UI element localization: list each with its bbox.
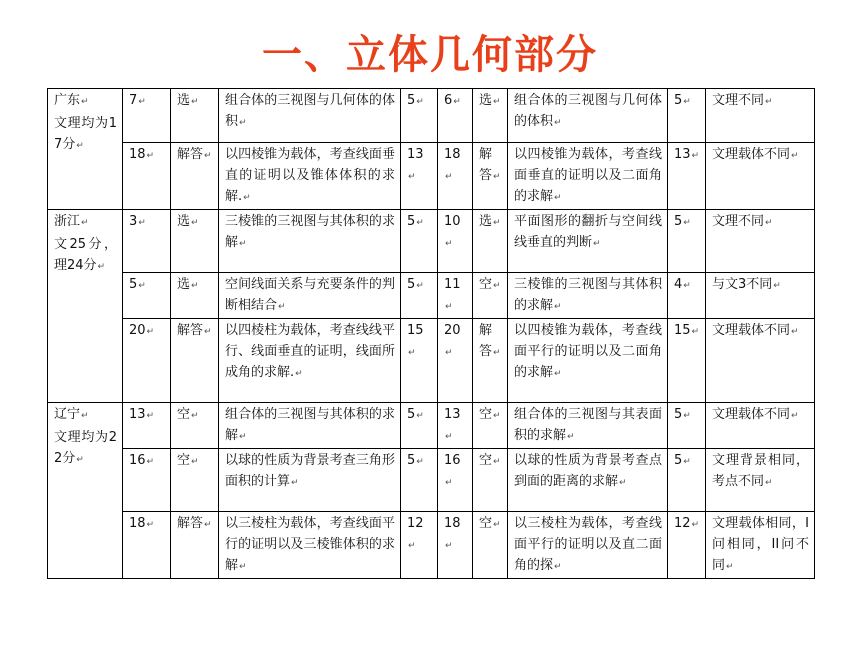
question-number-li [438, 512, 473, 579]
page-title: 一、立体几何部分 [262, 32, 598, 78]
question-type-wen [171, 449, 219, 512]
paragraph-mark-icon: ↵ [146, 411, 155, 421]
question-number-li [438, 319, 473, 403]
paragraph-mark-icon: ↵ [683, 411, 691, 421]
cell-text: 与文3不同 [712, 277, 773, 292]
paragraph-mark-icon: ↵ [76, 455, 84, 465]
question-type-li [473, 403, 508, 449]
cell-text: 13 [444, 407, 461, 422]
cell-text: 解答 [177, 147, 204, 162]
paragraph-mark-icon: ↵ [554, 369, 562, 379]
cell-text: 13 [407, 147, 424, 162]
question-number-wen [123, 403, 171, 449]
question-type-wen [171, 512, 219, 579]
question-content-li [508, 210, 668, 273]
paragraph-mark-icon: ↵ [726, 562, 734, 572]
cell-text: 5 [674, 93, 683, 108]
cell-text: 3 [129, 214, 138, 229]
paragraph-mark-icon: ↵ [416, 457, 424, 467]
paragraph-mark-icon: ↵ [81, 411, 89, 421]
question-type-wen [171, 319, 219, 403]
paragraph-mark-icon: ↵ [683, 97, 691, 107]
question-type-li [473, 89, 508, 143]
paragraph-mark-icon: ↵ [146, 520, 155, 530]
cell-text: 组合体的三视图与几何体的体积 [225, 93, 395, 129]
cell-text: 选 [479, 214, 493, 229]
question-number-wen [123, 210, 171, 273]
paragraph-mark-icon: ↵ [493, 457, 501, 467]
paragraph-mark-icon: ↵ [239, 562, 247, 572]
cell-text: 文理不同 [712, 214, 765, 229]
question-number-wen [123, 319, 171, 403]
paragraph-mark-icon: ↵ [683, 281, 691, 291]
score-li [668, 273, 706, 319]
paragraph-mark-icon: ↵ [243, 193, 251, 203]
paragraph-mark-icon: ↵ [146, 457, 155, 467]
question-content-wen [219, 89, 401, 143]
paragraph-mark-icon: ↵ [138, 97, 146, 107]
cell-text: 以四棱锥为载体，考查线面平行的证明以及二面角的求解 [514, 323, 662, 380]
paragraph-mark-icon: ↵ [408, 172, 416, 182]
cell-text: 解答 [177, 516, 204, 531]
paragraph-mark-icon: ↵ [291, 478, 299, 488]
paragraph-mark-icon: ↵ [493, 281, 501, 291]
cell-text: 选 [479, 93, 493, 108]
difference-note [706, 449, 815, 512]
cell-text: 空间线面关系与充要条件的判断相结合 [225, 277, 395, 313]
paragraph-mark-icon: ↵ [408, 348, 416, 358]
question-type-li [473, 319, 508, 403]
cell-text: 选 [177, 214, 191, 229]
cell-text: 三棱锥的三视图与其体积的求解 [514, 277, 662, 313]
cell-text: 20 [129, 323, 146, 338]
score-li [668, 403, 706, 449]
cell-text: 4 [674, 277, 683, 292]
cell-text: 文理不同 [712, 93, 765, 108]
paragraph-mark-icon: ↵ [683, 218, 691, 228]
paragraph-mark-icon: ↵ [554, 562, 562, 572]
paragraph-mark-icon: ↵ [773, 281, 781, 291]
cell-text: 文理背景相同，考点不同 [712, 453, 809, 489]
question-content-wen [219, 403, 401, 449]
cell-text: 空 [479, 453, 493, 468]
paragraph-mark-icon: ↵ [416, 281, 424, 291]
cell-text: 5 [407, 407, 416, 422]
cell-text: 以四棱柱为载体，考查线线平行、线面垂直的证明，线面所成角的求解. [225, 323, 395, 380]
question-content-li [508, 403, 668, 449]
cell-text: 空 [479, 407, 493, 422]
paragraph-mark-icon: ↵ [593, 239, 601, 249]
cell-text: 12 [407, 516, 424, 531]
paragraph-mark-icon: ↵ [619, 478, 627, 488]
difference-note [706, 89, 815, 143]
cell-text: 以三棱柱为载体，考查线面平行的证明以及三棱锥体积的求解 [225, 516, 395, 573]
paragraph-mark-icon: ↵ [81, 218, 89, 228]
paragraph-mark-icon: ↵ [453, 97, 461, 107]
paragraph-mark-icon: ↵ [278, 302, 286, 312]
table-row [48, 89, 815, 143]
cell-text: 以球的性质为背景考查点到面的距离的求解 [514, 453, 662, 489]
cell-text: 以球的性质为背景考查三角形面积的计算 [225, 453, 395, 489]
paragraph-mark-icon: ↵ [239, 118, 247, 128]
table-body [48, 89, 815, 579]
question-type-li [473, 143, 508, 210]
cell-text: 文理均为17分 [54, 116, 117, 152]
paragraph-mark-icon: ↵ [191, 411, 199, 421]
table-row [48, 449, 815, 512]
question-number-wen [123, 273, 171, 319]
score-li [668, 210, 706, 273]
question-type-li [473, 512, 508, 579]
cell-text: 5 [129, 277, 138, 292]
question-number-li [438, 210, 473, 273]
score-li [668, 449, 706, 512]
question-content-wen [219, 210, 401, 273]
table-row [48, 273, 815, 319]
cell-text: 18 [444, 147, 461, 162]
paragraph-mark-icon: ↵ [554, 193, 562, 203]
cell-text: 5 [674, 407, 683, 422]
exam-comparison-table-wrap [47, 88, 814, 573]
paragraph-mark-icon: ↵ [683, 457, 691, 467]
cell-text: 空 [177, 407, 191, 422]
paragraph-mark-icon: ↵ [191, 457, 199, 467]
cell-text: 文理载体不同 [712, 407, 791, 422]
table-row [48, 143, 815, 210]
cell-text: 18 [444, 516, 461, 531]
question-number-wen [123, 89, 171, 143]
score-wen [401, 89, 438, 143]
cell-text: 5 [407, 93, 416, 108]
score-li [668, 512, 706, 579]
difference-note [706, 210, 815, 273]
cell-text: 11 [444, 277, 461, 292]
paragraph-mark-icon: ↵ [138, 218, 146, 228]
cell-text: 文理载体不同 [712, 147, 791, 162]
cell-text: 5 [407, 453, 416, 468]
paragraph-mark-icon: ↵ [416, 218, 424, 228]
paragraph-mark-icon: ↵ [445, 302, 453, 312]
question-type-li [473, 273, 508, 319]
paragraph-mark-icon: ↵ [76, 141, 84, 151]
paragraph-mark-icon: ↵ [191, 97, 199, 107]
cell-text: 20 [444, 323, 461, 338]
question-content-li [508, 89, 668, 143]
paragraph-mark-icon: ↵ [493, 520, 501, 530]
question-type-wen [171, 210, 219, 273]
cell-text: 文理载体不同 [712, 323, 791, 338]
difference-note [706, 319, 815, 403]
paragraph-mark-icon: ↵ [408, 541, 416, 551]
province-cell [48, 210, 123, 403]
question-content-wen [219, 512, 401, 579]
question-type-wen [171, 273, 219, 319]
paragraph-mark-icon: ↵ [146, 327, 155, 337]
paragraph-mark-icon: ↵ [191, 281, 199, 291]
question-content-wen [219, 449, 401, 512]
question-content-li [508, 143, 668, 210]
paragraph-mark-icon: ↵ [445, 432, 453, 442]
paragraph-mark-icon: ↵ [791, 151, 799, 161]
score-wen [401, 143, 438, 210]
question-number-wen [123, 449, 171, 512]
cell-text: 以四棱锥为载体，考查线面垂直的证明以及锥体体积的求解. [225, 147, 395, 204]
paragraph-mark-icon: ↵ [81, 97, 89, 107]
score-wen [401, 449, 438, 512]
cell-text: 辽宁 [54, 407, 81, 422]
cell-text: 13 [674, 147, 691, 162]
cell-text: 空 [479, 516, 493, 531]
paragraph-mark-icon: ↵ [791, 327, 799, 337]
paragraph-mark-icon: ↵ [97, 262, 106, 272]
paragraph-mark-icon: ↵ [445, 239, 453, 249]
cell-text: 18 [129, 147, 146, 162]
paragraph-mark-icon: ↵ [445, 478, 453, 488]
question-type-li [473, 210, 508, 273]
cell-text: 组合体的三视图与其体积的求解 [225, 407, 395, 443]
province-cell [48, 403, 123, 579]
paragraph-mark-icon: ↵ [416, 97, 424, 107]
question-number-li [438, 273, 473, 319]
question-type-li [473, 449, 508, 512]
paragraph-mark-icon: ↵ [691, 520, 700, 530]
question-type-wen [171, 89, 219, 143]
cell-text: 组合体的三视图与几何体的体积 [514, 93, 662, 129]
cell-text: 文理载体相同，I问相同，II问不同 [712, 516, 809, 573]
score-li [668, 319, 706, 403]
table-row [48, 210, 815, 273]
cell-text: 选 [177, 93, 191, 108]
cell-text: 15 [407, 323, 424, 338]
cell-text: 空 [177, 453, 191, 468]
cell-text: 以四棱锥为载体，考查线面垂直的证明以及二面角的求解 [514, 147, 662, 204]
cell-text: 三棱锥的三视图与其体积的求解 [225, 214, 395, 250]
paragraph-mark-icon: ↵ [765, 478, 773, 488]
cell-text: 5 [674, 453, 683, 468]
cell-text: 18 [129, 516, 146, 531]
paragraph-mark-icon: ↵ [445, 541, 453, 551]
cell-text: 解答 [479, 323, 493, 359]
score-wen [401, 273, 438, 319]
table-row [48, 512, 815, 579]
difference-note [706, 512, 815, 579]
question-type-wen [171, 403, 219, 449]
question-content-wen [219, 273, 401, 319]
cell-text: 文25分，理24分 [54, 237, 117, 273]
paragraph-mark-icon: ↵ [554, 302, 562, 312]
score-wen [401, 512, 438, 579]
cell-text: 平面图形的翻折与空间线线垂直的判断 [514, 214, 662, 250]
paragraph-mark-icon: ↵ [493, 172, 501, 182]
paragraph-mark-icon: ↵ [204, 520, 212, 530]
cell-text: 6 [444, 93, 453, 108]
question-number-li [438, 449, 473, 512]
difference-note [706, 273, 815, 319]
paragraph-mark-icon: ↵ [445, 172, 453, 182]
score-wen [401, 210, 438, 273]
question-content-li [508, 449, 668, 512]
cell-text: 15 [674, 323, 691, 338]
cell-text: 12 [674, 516, 691, 531]
question-content-li [508, 319, 668, 403]
paragraph-mark-icon: ↵ [691, 151, 700, 161]
cell-text: 以三棱柱为载体，考查线面平行的证明以及直二面角的探 [514, 516, 662, 573]
cell-text: 解答 [479, 147, 493, 183]
exam-comparison-table [47, 88, 815, 579]
cell-text: 浙江 [54, 214, 81, 229]
paragraph-mark-icon: ↵ [493, 218, 501, 228]
cell-text: 7 [129, 93, 138, 108]
question-number-li [438, 143, 473, 210]
question-content-wen [219, 319, 401, 403]
paragraph-mark-icon: ↵ [204, 327, 212, 337]
score-wen [401, 403, 438, 449]
score-wen [401, 319, 438, 403]
paragraph-mark-icon: ↵ [765, 97, 773, 107]
cell-text: 13 [129, 407, 146, 422]
cell-text: 5 [407, 277, 416, 292]
cell-text: 文理均为22分 [54, 430, 117, 466]
cell-text: 广东 [54, 93, 81, 108]
paragraph-mark-icon: ↵ [691, 327, 700, 337]
question-number-wen [123, 143, 171, 210]
question-number-wen [123, 512, 171, 579]
cell-text: 5 [674, 214, 683, 229]
cell-text: 16 [444, 453, 461, 468]
paragraph-mark-icon: ↵ [554, 118, 562, 128]
question-type-wen [171, 143, 219, 210]
paragraph-mark-icon: ↵ [493, 411, 501, 421]
paragraph-mark-icon: ↵ [138, 281, 146, 291]
paragraph-mark-icon: ↵ [146, 151, 155, 161]
paragraph-mark-icon: ↵ [204, 151, 212, 161]
question-number-li [438, 89, 473, 143]
cell-text: 5 [407, 214, 416, 229]
paragraph-mark-icon: ↵ [445, 348, 453, 358]
paragraph-mark-icon: ↵ [239, 239, 247, 249]
paragraph-mark-icon: ↵ [791, 411, 799, 421]
score-li [668, 143, 706, 210]
paragraph-mark-icon: ↵ [567, 432, 575, 442]
cell-text: 解答 [177, 323, 204, 338]
province-cell [48, 89, 123, 210]
cell-text: 组合体的三视图与其表面积的求解 [514, 407, 662, 443]
paragraph-mark-icon: ↵ [765, 218, 773, 228]
difference-note [706, 143, 815, 210]
question-content-li [508, 273, 668, 319]
paragraph-mark-icon: ↵ [416, 411, 424, 421]
paragraph-mark-icon: ↵ [239, 432, 247, 442]
cell-text: 16 [129, 453, 146, 468]
score-li [668, 89, 706, 143]
cell-text: 10 [444, 214, 461, 229]
paragraph-mark-icon: ↵ [295, 369, 303, 379]
question-content-wen [219, 143, 401, 210]
question-number-li [438, 403, 473, 449]
table-row [48, 403, 815, 449]
paragraph-mark-icon: ↵ [493, 97, 501, 107]
table-row [48, 319, 815, 403]
cell-text: 空 [479, 277, 493, 292]
paragraph-mark-icon: ↵ [191, 218, 199, 228]
question-content-li [508, 512, 668, 579]
cell-text: 选 [177, 277, 191, 292]
paragraph-mark-icon: ↵ [493, 348, 501, 358]
difference-note [706, 403, 815, 449]
